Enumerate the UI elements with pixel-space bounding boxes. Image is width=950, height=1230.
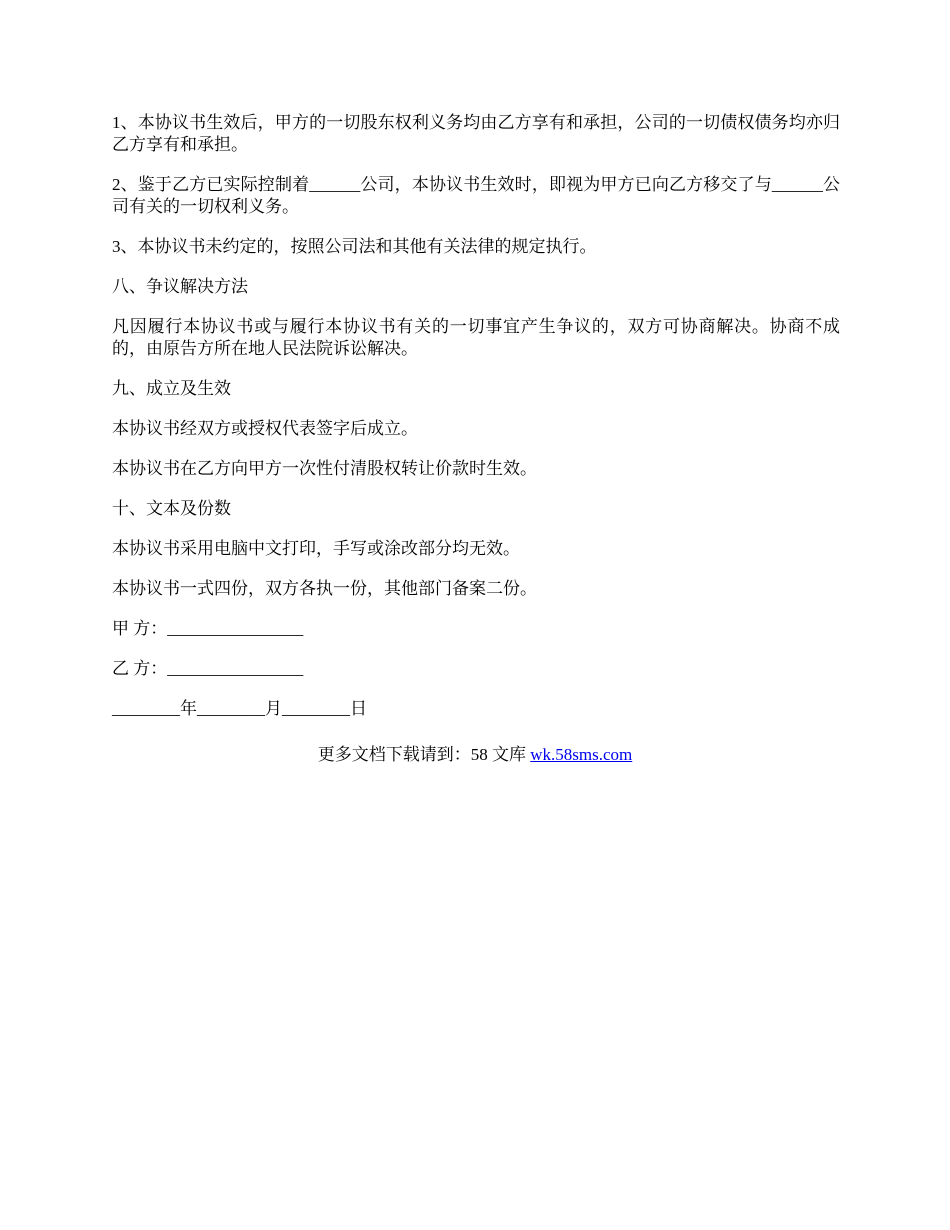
clause-1: 1、本协议书生效后，甲方的一切股东权利义务均由乙方享有和承担，公司的一切债权债务均亦归乙方享有和承担。: [112, 113, 840, 154]
footer-link[interactable]: wk.58sms.com: [530, 745, 633, 764]
party-b-signature-line: 乙 方：________________: [112, 659, 304, 678]
party-a-signature-line: 甲 方：________________: [112, 619, 304, 638]
document-body: [112, 112, 840, 738]
section-heading-copies: 十、文本及份数: [112, 499, 231, 518]
section-heading-effect: 九、成立及生效: [112, 379, 231, 398]
copies-paragraph-2: 本协议书一式四份，双方各执一份，其他部门备案二份。: [112, 579, 537, 598]
dispute-paragraph: 凡因履行本协议书或与履行本协议书有关的一切事宜产生争议的，双方可协商解决。协商不成的，由原告方所在地人民法院诉讼解决。: [112, 317, 840, 358]
download-footer: [0, 744, 950, 766]
date-line: ________年________月________日: [112, 699, 367, 718]
effect-paragraph-2: 本协议书在乙方向甲方一次性付清股权转让价款时生效。: [112, 459, 537, 478]
section-heading-dispute: 八、争议解决方法: [112, 277, 248, 296]
effect-paragraph-1: 本协议书经双方或授权代表签字后成立。: [112, 419, 418, 438]
copies-paragraph-1: 本协议书采用电脑中文打印，手写或涂改部分均无效。: [112, 539, 520, 558]
clause-2: 2、鉴于乙方已实际控制着______公司，本协议书生效时，即视为甲方已向乙方移交了与______公司有关的一切权利义务。: [112, 175, 840, 216]
clause-3: 3、本协议书未约定的，按照公司法和其他有关法律的规定执行。: [112, 237, 597, 256]
footer-text: 更多文档下载请到：58 文库: [317, 745, 531, 764]
